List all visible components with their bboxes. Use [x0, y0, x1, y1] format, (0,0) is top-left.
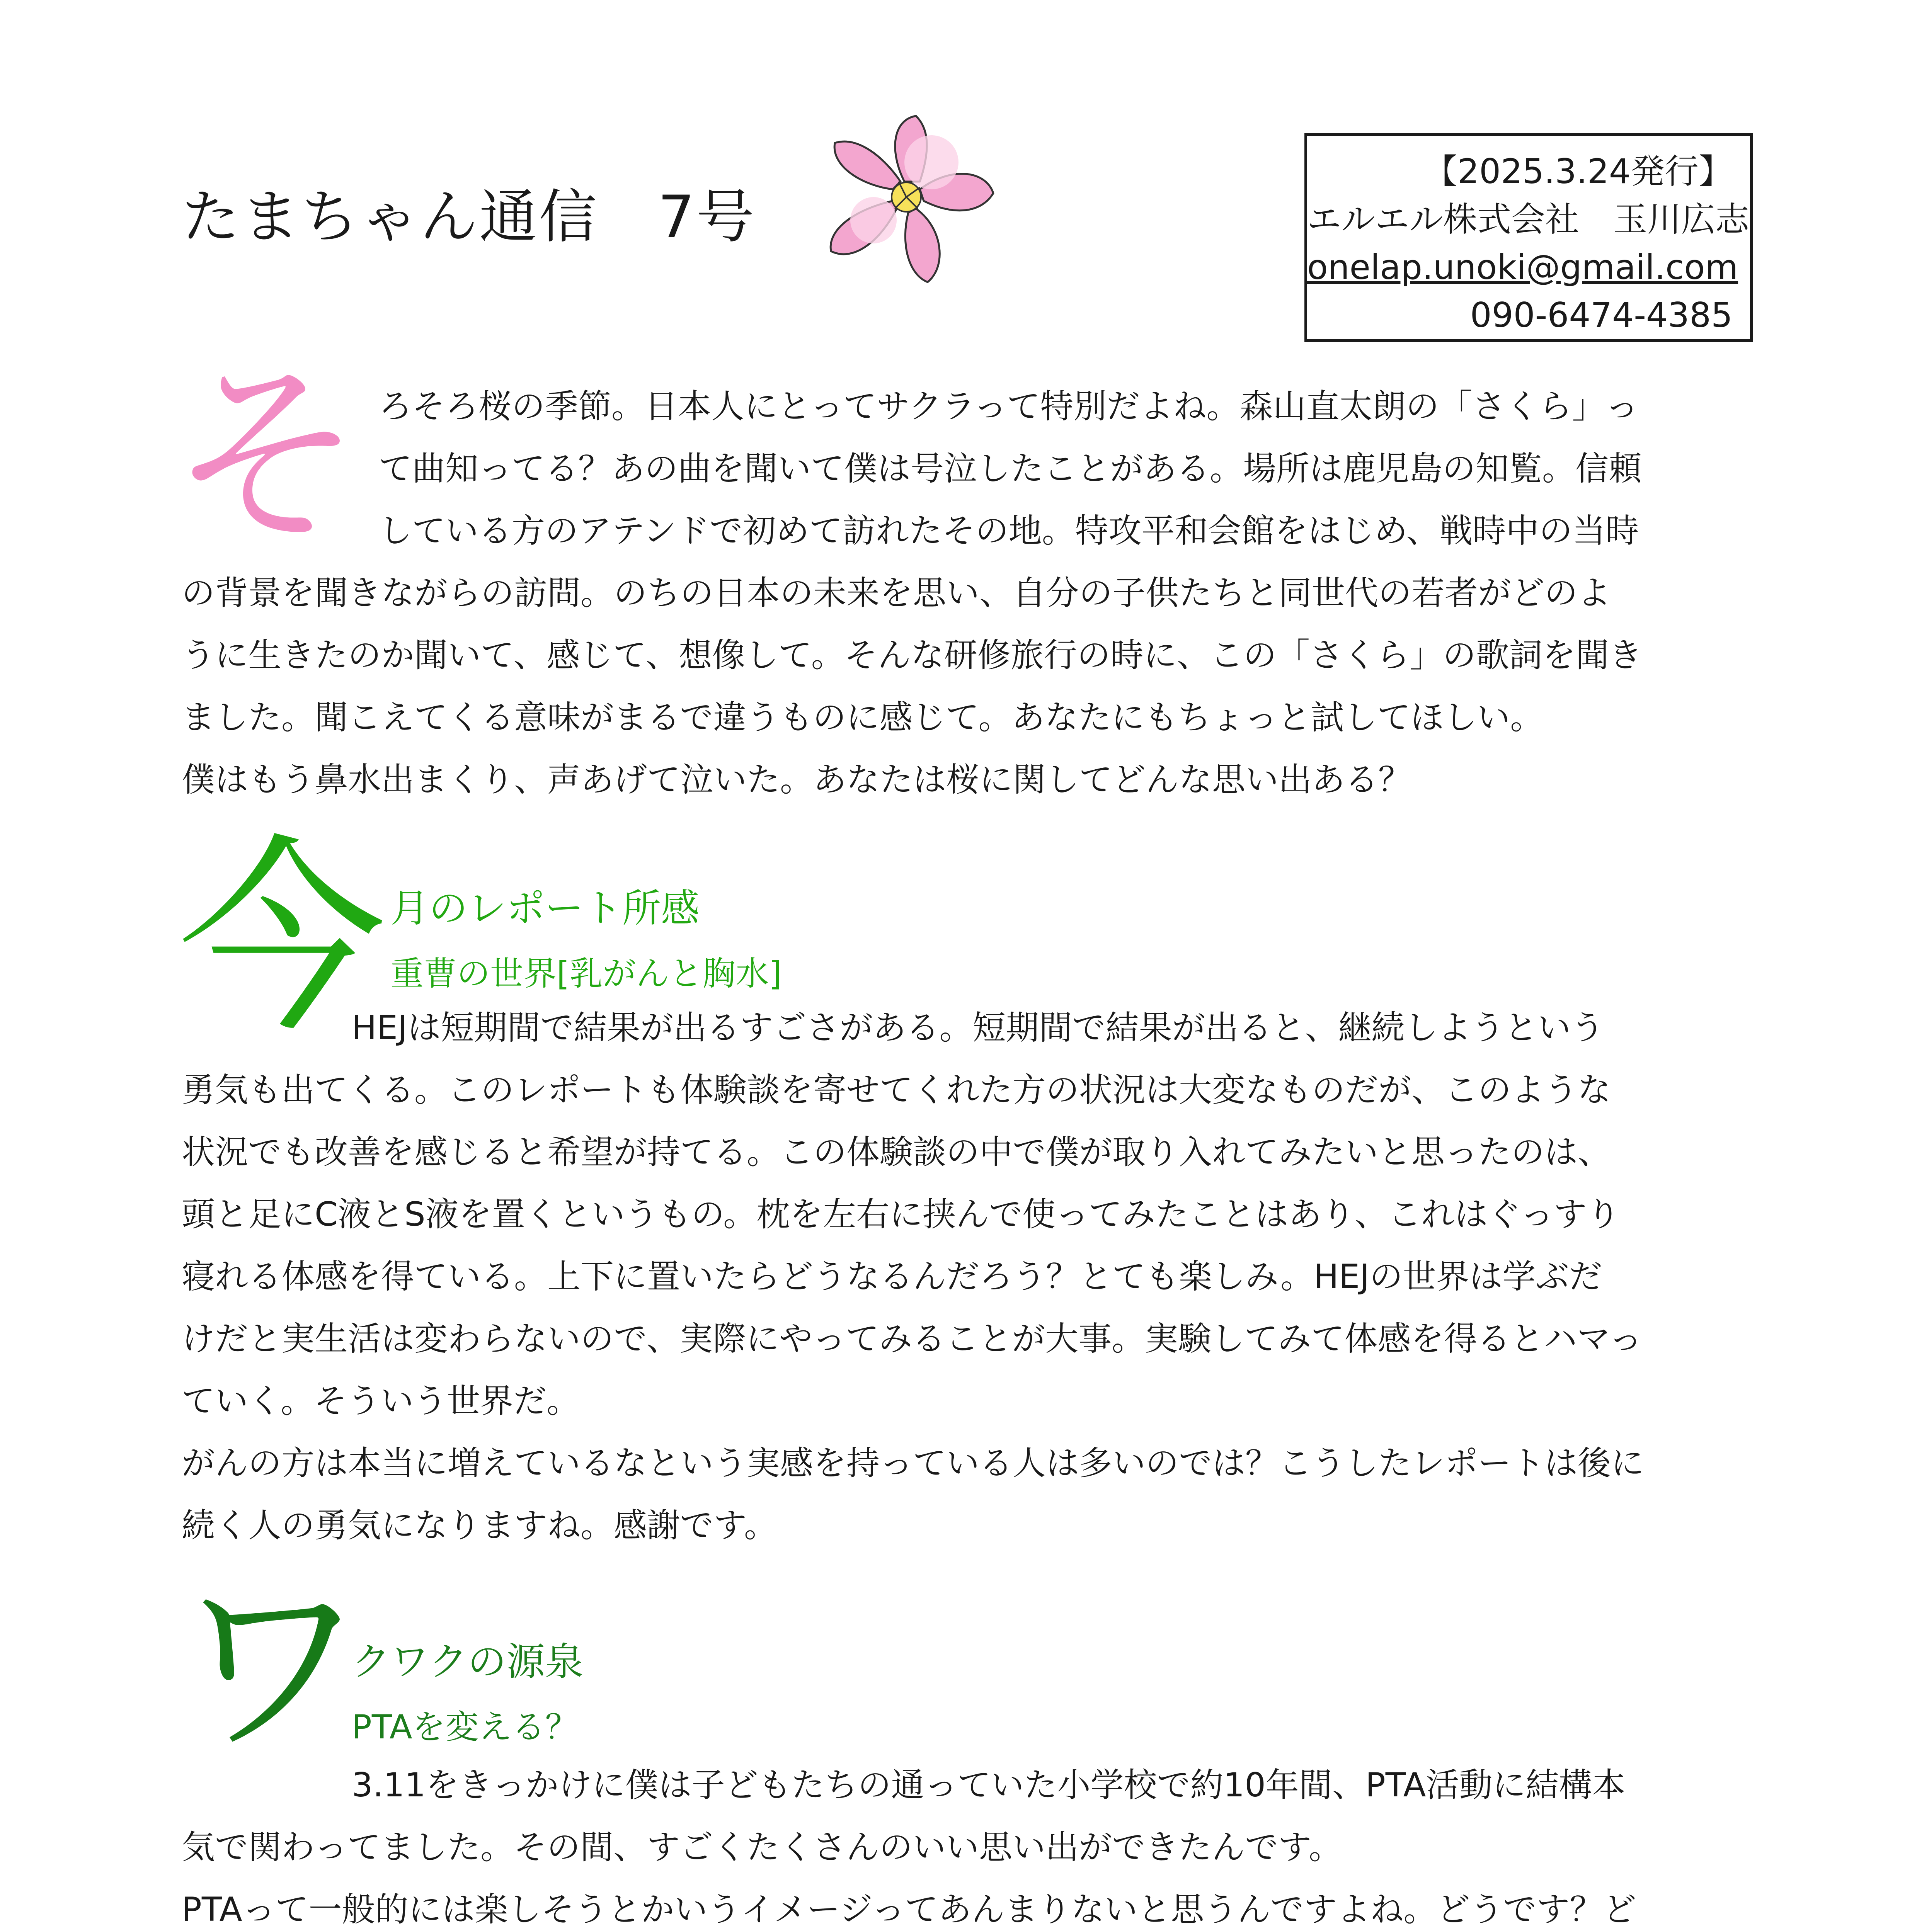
section1-body: [182, 376, 1762, 811]
dropcap-so: そ: [170, 344, 363, 568]
section2-line: ていく。そういう世界だ。: [182, 1382, 580, 1420]
section1-line: 僕はもう鼻水出まくり、声あげて泣いた。あなたは桜に関してどんな思い出ある？: [182, 760, 1411, 799]
section1-line: て曲知ってる？あの曲を聞いて僕は号泣したことがある。場所は鹿児島の知覧。信頼: [379, 449, 1642, 488]
section2-line: 頭と足にC液とS液を置くというもの。枕を左右に挟んで使ってみたことはあり、これはぐっすり: [182, 1195, 1620, 1234]
section1-line: している方のアテンドで初めて訪れたその地。特攻平和会館をはじめ、戦時中の当時: [379, 512, 1639, 550]
cherry-blossom-illustration: [804, 104, 1005, 298]
section2-line: 状況でも改善を感じると希望が持てる。この体験談の中で僕が取り入れてみたいと思ったのは、: [182, 1133, 1611, 1172]
section2-line: けだと実生活は変わらないので、実際にやってみることが大事。実験してみて体感を得るとハマっ: [182, 1320, 1642, 1358]
section2-line: 寝れる体感を得ている。上下に置いたらどうなるんだろう？とても楽しみ。HEJの世界は学ぶだ: [182, 1257, 1602, 1296]
dropcap-wa: ワ: [174, 1557, 367, 1782]
section1-line: ろそろ桜の季節。日本人にとってサクラって特別だよね。森山直太朗の「さくら」っ: [379, 387, 1639, 426]
author-name: エルエル株式会社 玉川広志: [1307, 199, 1750, 239]
email-link[interactable]: onelap.unoki@gmail.com: [1307, 247, 1738, 287]
section2-body: [182, 997, 1762, 1557]
section3-line: 3.11をきっかけに僕は子どもたちの通っていた小学校で約10年間、PTA活動に結構本: [352, 1766, 1626, 1804]
newsletter-title: たまちゃん通信 7号: [182, 184, 756, 251]
section3-line: 気で関わってました。その間、すごくたくさんのいい思い出ができたんです。: [182, 1828, 1342, 1867]
dropcap-ima: 今: [178, 818, 386, 1060]
section2-line: がんの方は本当に増えているなという実感を持っている人は多いのでは？こうしたレポートは後に: [182, 1444, 1644, 1483]
section1-line: ました。聞こえてくる意味がまるで違うものに感じて。あなたにもちょっと試してほしい。: [182, 698, 1544, 737]
section2-line: HEJは短期間で結果が出るすごさがある。短期間で結果が出ると、継続しようという: [352, 1009, 1604, 1047]
section3-subheading: PTAを変える？: [352, 1708, 579, 1747]
section2-line: 続く人の勇気になりますね。感謝です。: [182, 1506, 778, 1545]
section3-line: PTAって一般的には楽しそうとかいうイメージってあんまりないと思うんですよね。どうです？ど: [182, 1890, 1636, 1929]
section2-heading: 月のレポート所感: [390, 886, 700, 931]
section1-line: の背景を聞きながらの訪問。のちの日本の未来を思い、自分の子供たちと同世代の若者がどのよ: [182, 574, 1611, 612]
section1-line: うに生きたのか聞いて、感じて、想像して。そんな研修旅行の時に、この「さくら」の歌詞を聞き: [182, 636, 1642, 675]
phone-number: 090-6474-4385: [1470, 295, 1733, 335]
section3-heading: クワクの源泉: [352, 1639, 584, 1684]
section2-subheading: 重曹の世界[乳がんと胸水]: [390, 954, 782, 993]
section2-line: 勇気も出てくる。このレポートも体験談を寄せてくれた方の状況は大変なものだが、このような: [182, 1071, 1611, 1109]
section3-body: [182, 1754, 1762, 1932]
issue-info-box: [1304, 133, 1753, 342]
issue-date: 【2025.3.24発行】: [1423, 151, 1733, 191]
